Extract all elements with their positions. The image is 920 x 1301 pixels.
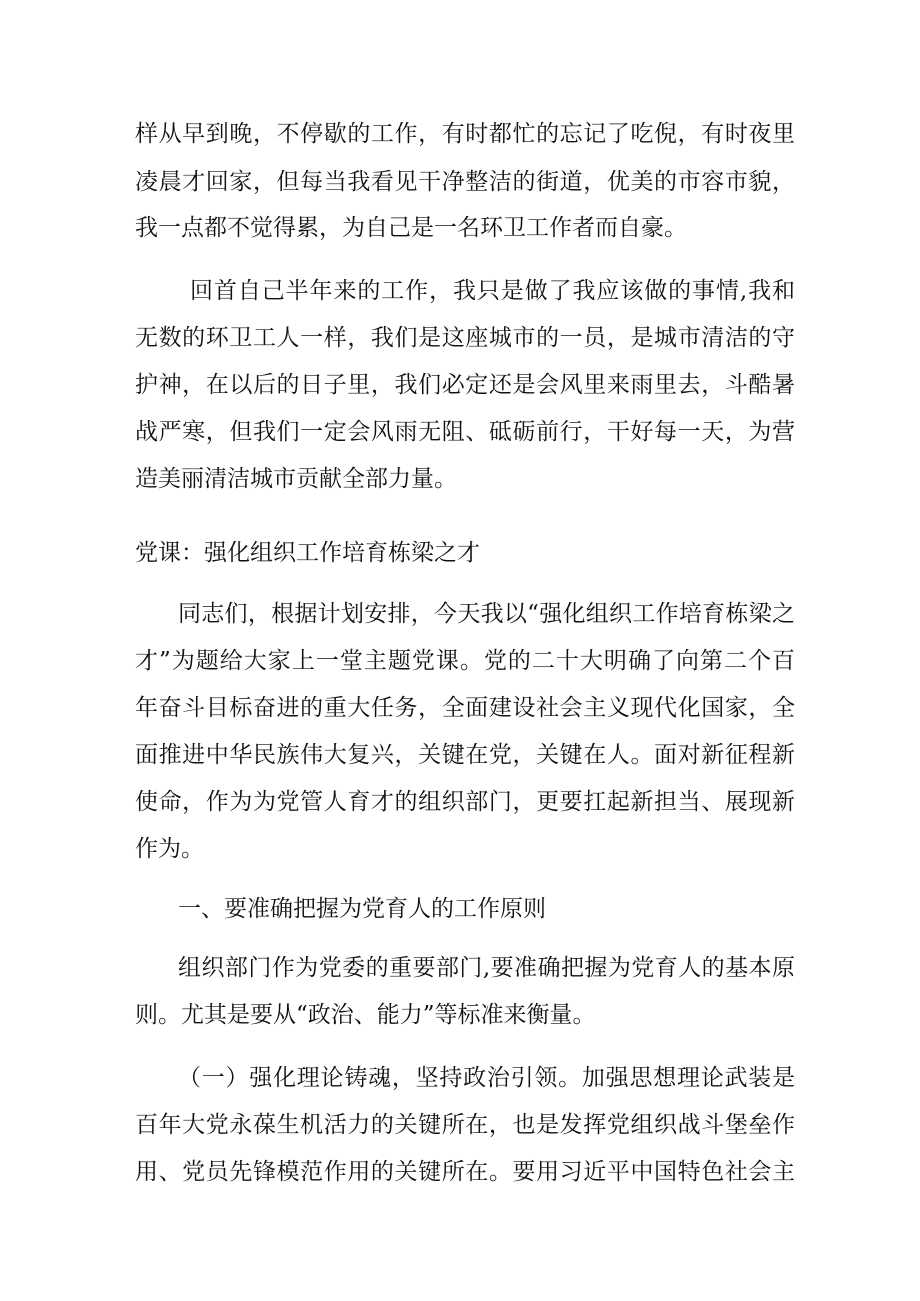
paragraph-1-line-1: 样从早到晚，不停歇的工作，有时都忙的忘记了吃倪，有时夜里 (135, 121, 795, 147)
heading-1: 一、要准确把握为党育人的工作原则 (178, 896, 546, 922)
paragraph-2-line-2: 无数的环卫工人一样，我们是这座城市的一员，是城市清洁的守 (135, 325, 795, 351)
paragraph-4-line-1: 组织部门作为党委的重要部门,要准确把握为党育人的基本原 (178, 955, 795, 981)
paragraph-5-line-2: 百年大党永葆生机活力的关键所在，也是发挥党组织战斗堡垒作 (135, 1112, 795, 1138)
paragraph-2-line-3: 护神，在以后的日子里，我们必定还是会风里来雨里去，斗酷暑 (135, 372, 795, 398)
paragraph-3-line-2: 才”为题给大家上一堂主题党课。党的二十大明确了向第二个百 (135, 648, 795, 674)
paragraph-2-line-1: 回首自己半年来的工作，我只是做了我应该做的事情,我和 (190, 278, 795, 304)
paragraph-2-line-5: 造美丽清洁城市贡献全部力量。 (135, 466, 457, 492)
paragraph-5-line-1: （一）强化理论铸魂，坚持政治引领。加强思想理论武装是 (178, 1065, 795, 1091)
paragraph-3-line-6: 作为。 (135, 836, 204, 862)
paragraph-4-line-2: 则。尤其是要从“政治、能力”等标准来衡量。 (135, 1002, 596, 1028)
paragraph-3-line-1: 同志们，根据计划安排，今天我以“强化组织工作培育栋梁之 (178, 601, 795, 627)
section-title: 党课：强化组织工作培育栋梁之才 (135, 540, 480, 566)
paragraph-5-line-3: 用、党员先锋模范作用的关键所在。要用习近平中国特色社会主 (135, 1159, 795, 1185)
paragraph-3-line-4: 面推进中华民族伟大复兴，关键在党，关键在人。面对新征程新 (135, 742, 795, 768)
paragraph-1-line-2: 凌晨才回家，但每当我看见干净整洁的街道，优美的市容市貌， (135, 169, 795, 195)
paragraph-2-line-4: 战严寒，但我们一定会风雨无阻、砥砺前行，干好每一天，为营 (135, 419, 795, 445)
paragraph-1-line-3: 我一点都不觉得累，为自己是一名环卫工作者而自豪。 (135, 215, 687, 241)
paragraph-3-line-3: 年奋斗目标奋进的重大任务，全面建设社会主义现代化国家，全 (135, 695, 795, 721)
paragraph-3-line-5: 使命，作为为党管人育才的组织部门，更要扛起新担当、展现新 (135, 789, 795, 815)
